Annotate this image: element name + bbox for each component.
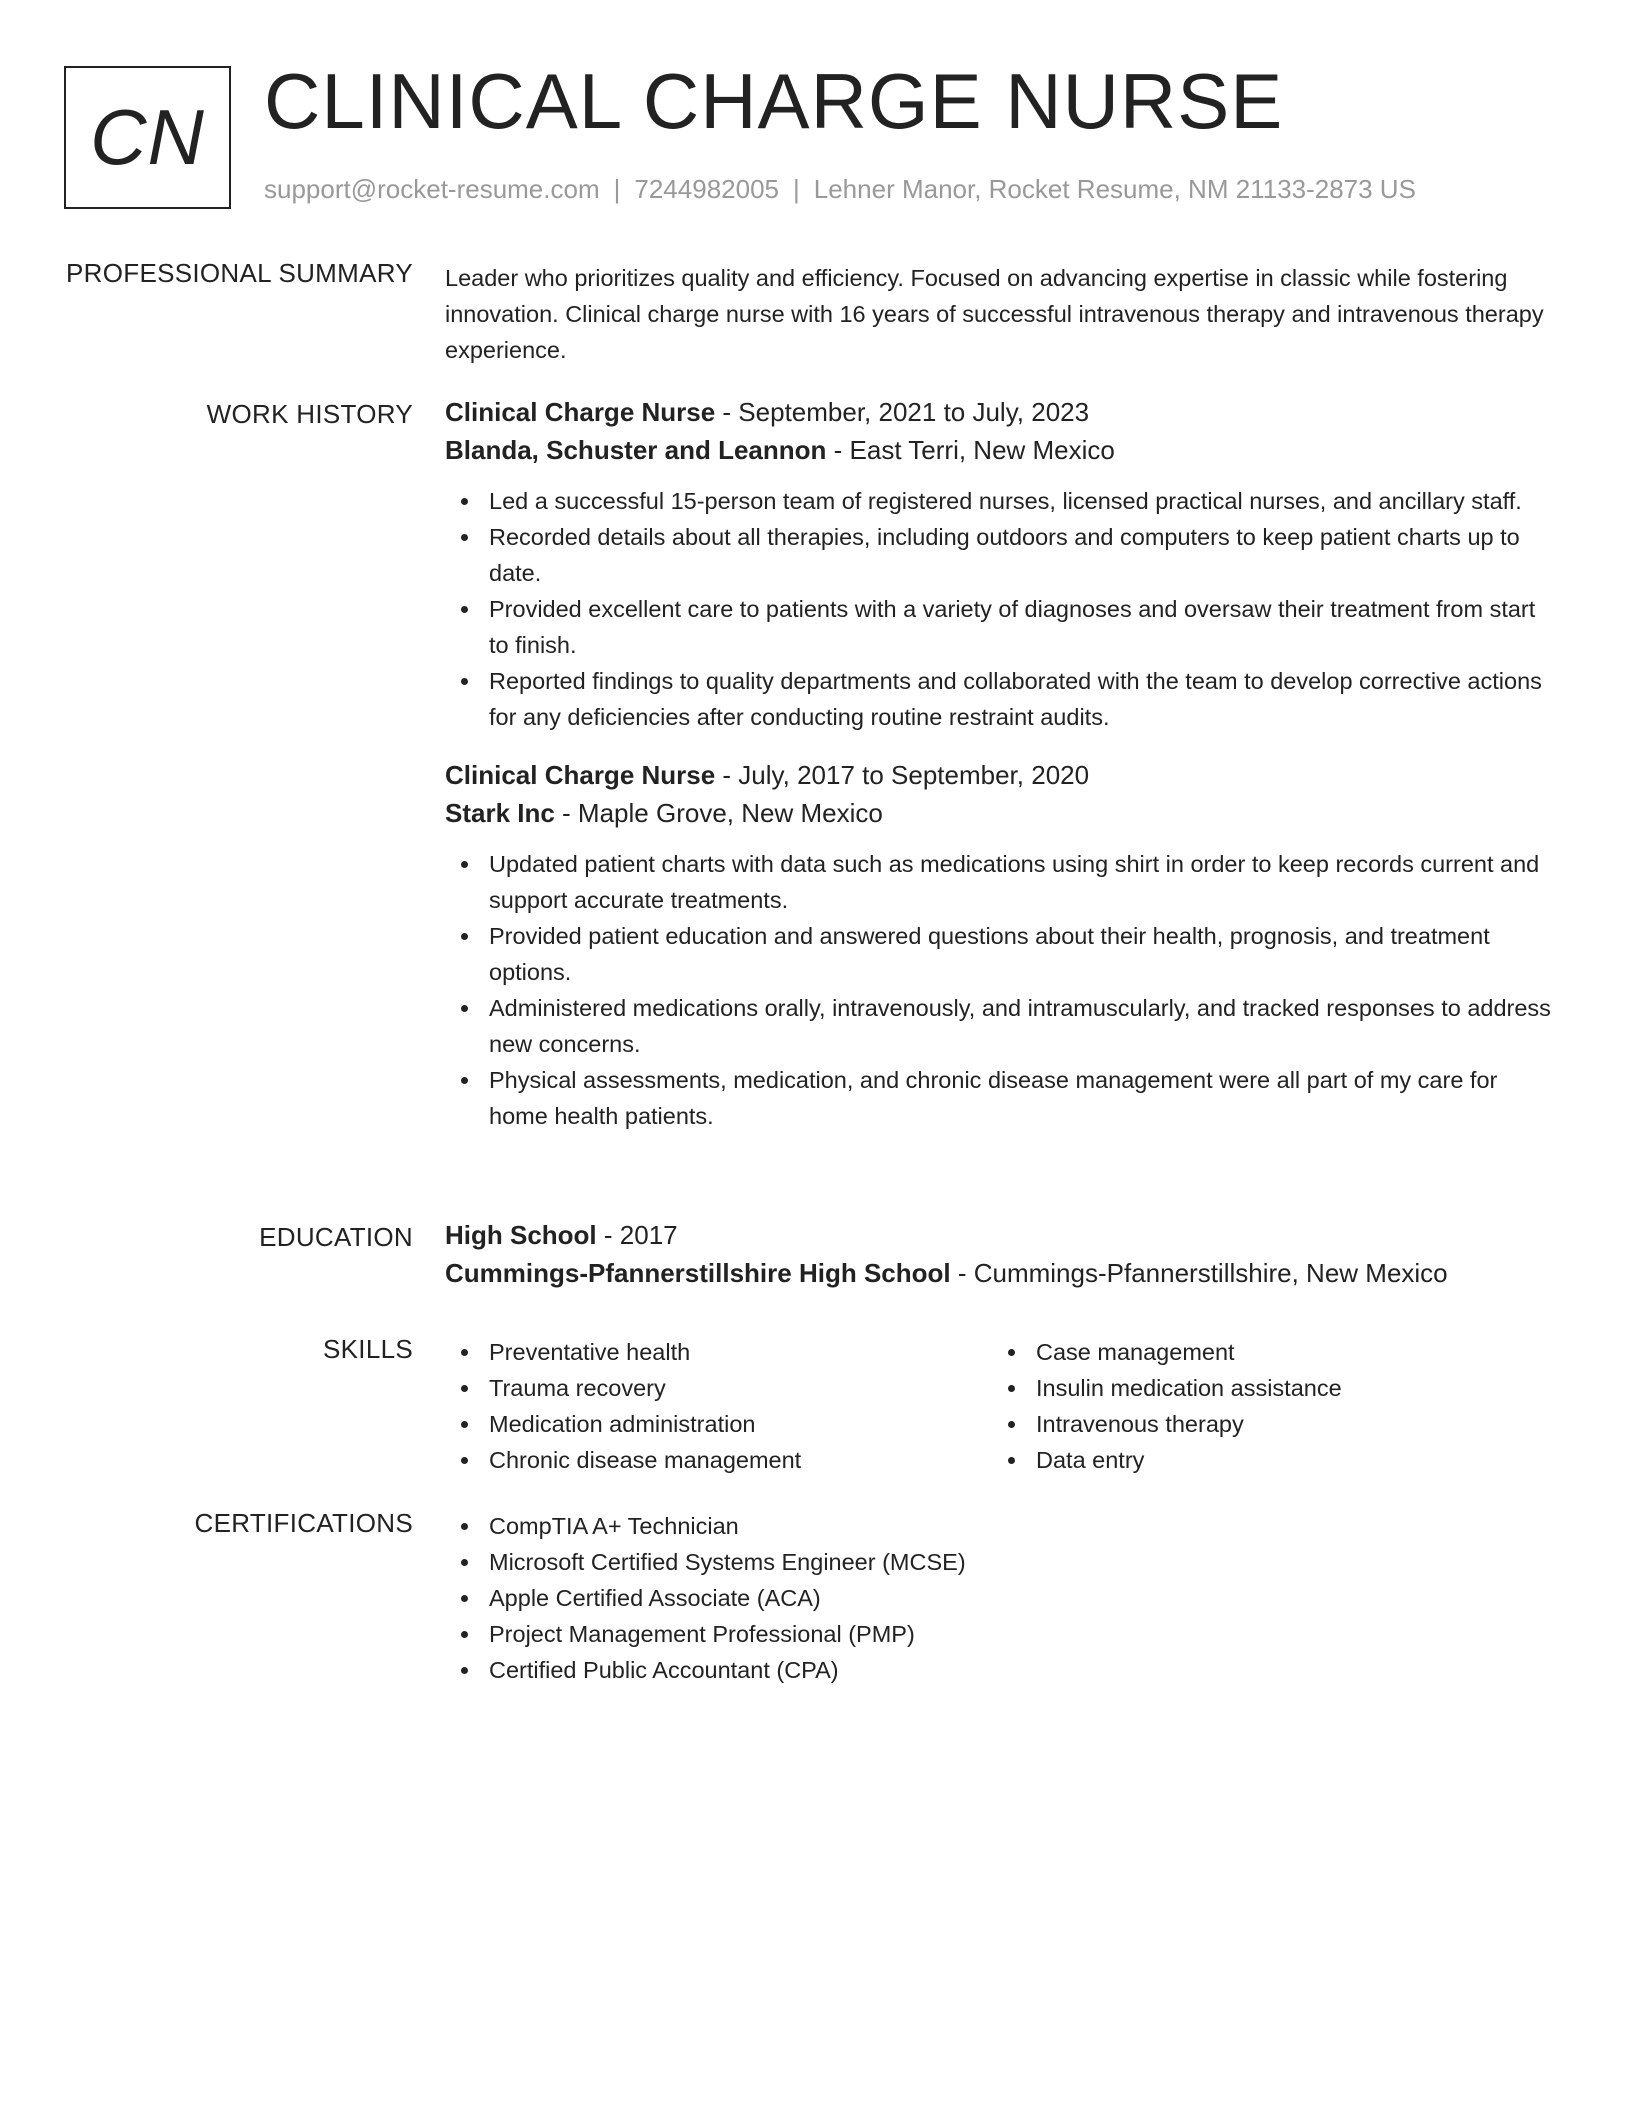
section-label-certifications: CERTIFICATIONS xyxy=(194,1508,413,1538)
skills-list xyxy=(445,1334,992,1478)
job-bullets xyxy=(445,846,1560,1134)
job-dates: - September, 2021 to July, 2023 xyxy=(715,397,1090,427)
summary-text: Leader who prioritizes quality and efficiency. Focused on advancing expertise in classic while fostering innovation. Clinical charge nurse with 16 years of successful intravenous therapy and intravenous therapy experience. xyxy=(445,265,1544,363)
education-school-line xyxy=(445,1254,1560,1292)
job-title-line xyxy=(445,393,1560,431)
job-bullet: Updated patient charts with data such as medications using shirt in order to keep records current and support accurate treatments. xyxy=(445,846,1560,918)
skills-list xyxy=(992,1334,1539,1478)
certifications-list xyxy=(445,1508,1560,1688)
skill-item: Trauma recovery xyxy=(445,1370,992,1406)
job-bullet: Recorded details about all therapies, including outdoors and computers to keep patient charts up to date. xyxy=(445,519,1560,591)
job-entry xyxy=(445,756,1560,1134)
monogram-box xyxy=(64,66,231,209)
job-location: - Maple Grove, New Mexico xyxy=(554,798,883,828)
job-title: Clinical Charge Nurse xyxy=(445,397,716,427)
section-label-skills: SKILLS xyxy=(323,1334,413,1364)
contact-separator: | xyxy=(613,174,621,204)
section-label-summary: PROFESSIONAL SUMMARY xyxy=(66,258,413,288)
education-degree-line xyxy=(445,1216,1560,1254)
certification-item: CompTIA A+ Technician xyxy=(445,1508,1560,1544)
job-location: - East Terri, New Mexico xyxy=(826,435,1115,465)
monogram-initials: CN xyxy=(90,93,205,181)
education-location: - Cummings-Pfannerstillshire, New Mexico xyxy=(950,1258,1448,1288)
contact-phone[interactable]: 7244982005 xyxy=(634,174,779,204)
section-label-education: EDUCATION xyxy=(259,1222,413,1252)
job-bullet: Led a successful 15-person team of registered nurses, licensed practical nurses, and ancillary staff. xyxy=(445,483,1560,519)
skill-item: Chronic disease management xyxy=(445,1442,992,1478)
job-bullet: Administered medications orally, intravenously, and intramuscularly, and tracked responses to address new concerns. xyxy=(445,990,1560,1062)
contact-email[interactable]: support@rocket-resume.com xyxy=(264,174,600,204)
certification-item: Certified Public Accountant (CPA) xyxy=(445,1652,1560,1688)
skills-column-left xyxy=(445,1334,992,1478)
job-company: Stark Inc xyxy=(445,798,555,828)
certification-item: Microsoft Certified Systems Engineer (MCSE) xyxy=(445,1544,1560,1580)
skill-item: Data entry xyxy=(992,1442,1539,1478)
contact-separator: | xyxy=(793,174,800,204)
job-title: Clinical Charge Nurse xyxy=(445,760,716,790)
job-bullet: Reported findings to quality departments and collaborated with the team to develop corrective actions for any deficiencies after conducting routine restraint audits. xyxy=(445,663,1560,735)
job-bullet: Provided patient education and answered questions about their health, prognosis, and treatment options. xyxy=(445,918,1560,990)
job-bullets xyxy=(445,483,1560,735)
job-company-line xyxy=(445,431,1560,469)
skill-item: Insulin medication assistance xyxy=(992,1370,1539,1406)
job-bullet: Provided excellent care to patients with a variety of diagnoses and oversaw their treatment from start to finish. xyxy=(445,591,1560,663)
job-dates: - July, 2017 to September, 2020 xyxy=(715,760,1090,790)
skills-column-right xyxy=(992,1334,1539,1478)
certification-item: Apple Certified Associate (ACA) xyxy=(445,1580,1560,1616)
job-bullet: Physical assessments, medication, and chronic disease management were all part of my care for home health patients. xyxy=(445,1062,1560,1134)
education-school: Cummings-Pfannerstillshire High School xyxy=(445,1258,951,1288)
skill-item: Case management xyxy=(992,1334,1539,1370)
skill-item: Medication administration xyxy=(445,1406,992,1442)
education-degree: High School xyxy=(445,1220,597,1250)
contact-address: Lehner Manor, Rocket Resume, NM 21133-2873 US xyxy=(813,174,1416,204)
job-entry xyxy=(445,393,1560,735)
job-company: Blanda, Schuster and Leannon xyxy=(445,435,827,465)
skill-item: Intravenous therapy xyxy=(992,1406,1539,1442)
skill-item: Preventative health xyxy=(445,1334,992,1370)
resume-title: CLINICAL CHARGE NURSE xyxy=(264,57,1284,145)
section-label-work-history: WORK HISTORY xyxy=(206,399,413,429)
contact-line xyxy=(264,174,1416,205)
skills-grid xyxy=(445,1334,1560,1478)
job-company-line xyxy=(445,794,1560,832)
certification-item: Project Management Professional (PMP) xyxy=(445,1616,1560,1652)
education-year: - 2017 xyxy=(596,1220,678,1250)
job-title-line xyxy=(445,756,1560,794)
